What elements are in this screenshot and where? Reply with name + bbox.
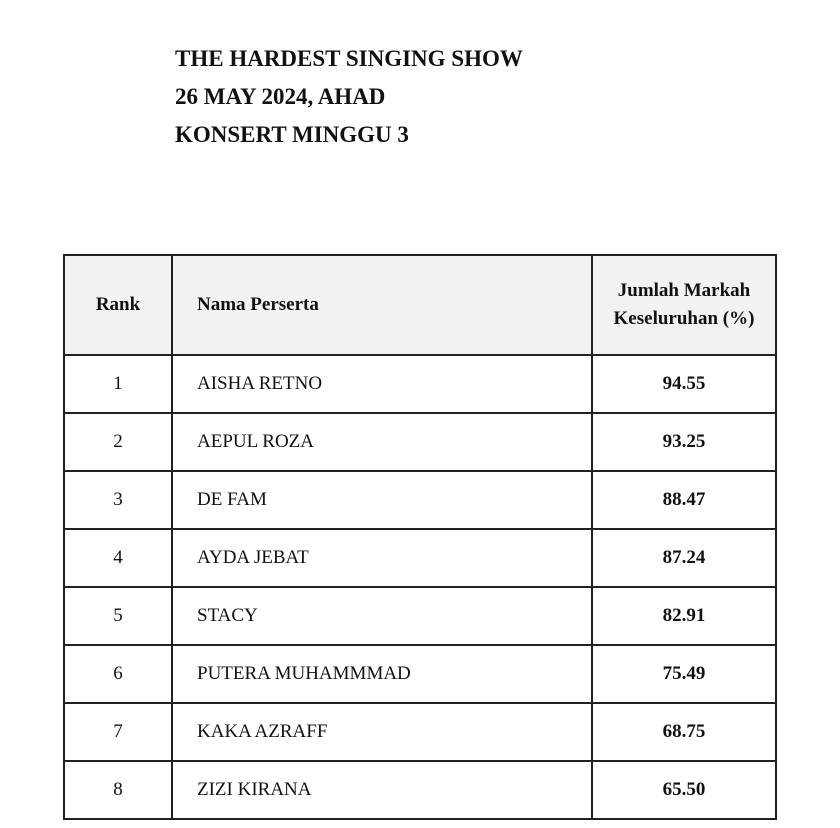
score-cell: 87.24 (592, 529, 776, 587)
rank-cell: 4 (64, 529, 172, 587)
name-cell: AISHA RETNO (172, 355, 592, 413)
table-header-row (64, 255, 776, 355)
header-score (592, 255, 776, 355)
name-cell: KAKA AZRAFF (172, 703, 592, 761)
table-row (64, 355, 776, 413)
show-title: THE HARDEST SINGING SHOW (175, 46, 523, 71)
name-cell: PUTERA MUHAMMMAD (172, 645, 592, 703)
table-row (64, 529, 776, 587)
name-cell: ZIZI KIRANA (172, 761, 592, 819)
name-cell: STACY (172, 587, 592, 645)
header-score-line1: Jumlah Markah (617, 280, 751, 301)
concert-week: KONSERT MINGGU 3 (175, 122, 409, 147)
score-cell: 94.55 (592, 355, 776, 413)
rank-cell: 6 (64, 645, 172, 703)
results-table (63, 254, 777, 820)
table-row (64, 471, 776, 529)
name-cell: AYDA JEBAT (172, 529, 592, 587)
score-cell: 68.75 (592, 703, 776, 761)
name-cell: AEPUL ROZA (172, 413, 592, 471)
rank-cell: 7 (64, 703, 172, 761)
rank-cell: 1 (64, 355, 172, 413)
table-row (64, 587, 776, 645)
rank-cell: 3 (64, 471, 172, 529)
table-row (64, 761, 776, 819)
show-date: 26 MAY 2024, AHAD (175, 84, 386, 109)
score-cell: 93.25 (592, 413, 776, 471)
score-cell: 75.49 (592, 645, 776, 703)
table-row (64, 413, 776, 471)
header-score-line2: Keseluruhan (%) (613, 308, 755, 329)
header-name: Nama Perserta (172, 255, 592, 355)
rank-cell: 5 (64, 587, 172, 645)
table-row (64, 703, 776, 761)
document-title-block (175, 40, 523, 154)
table-row (64, 645, 776, 703)
score-cell: 65.50 (592, 761, 776, 819)
score-cell: 82.91 (592, 587, 776, 645)
rank-cell: 8 (64, 761, 172, 819)
name-cell: DE FAM (172, 471, 592, 529)
header-rank: Rank (64, 255, 172, 355)
rank-cell: 2 (64, 413, 172, 471)
score-cell: 88.47 (592, 471, 776, 529)
